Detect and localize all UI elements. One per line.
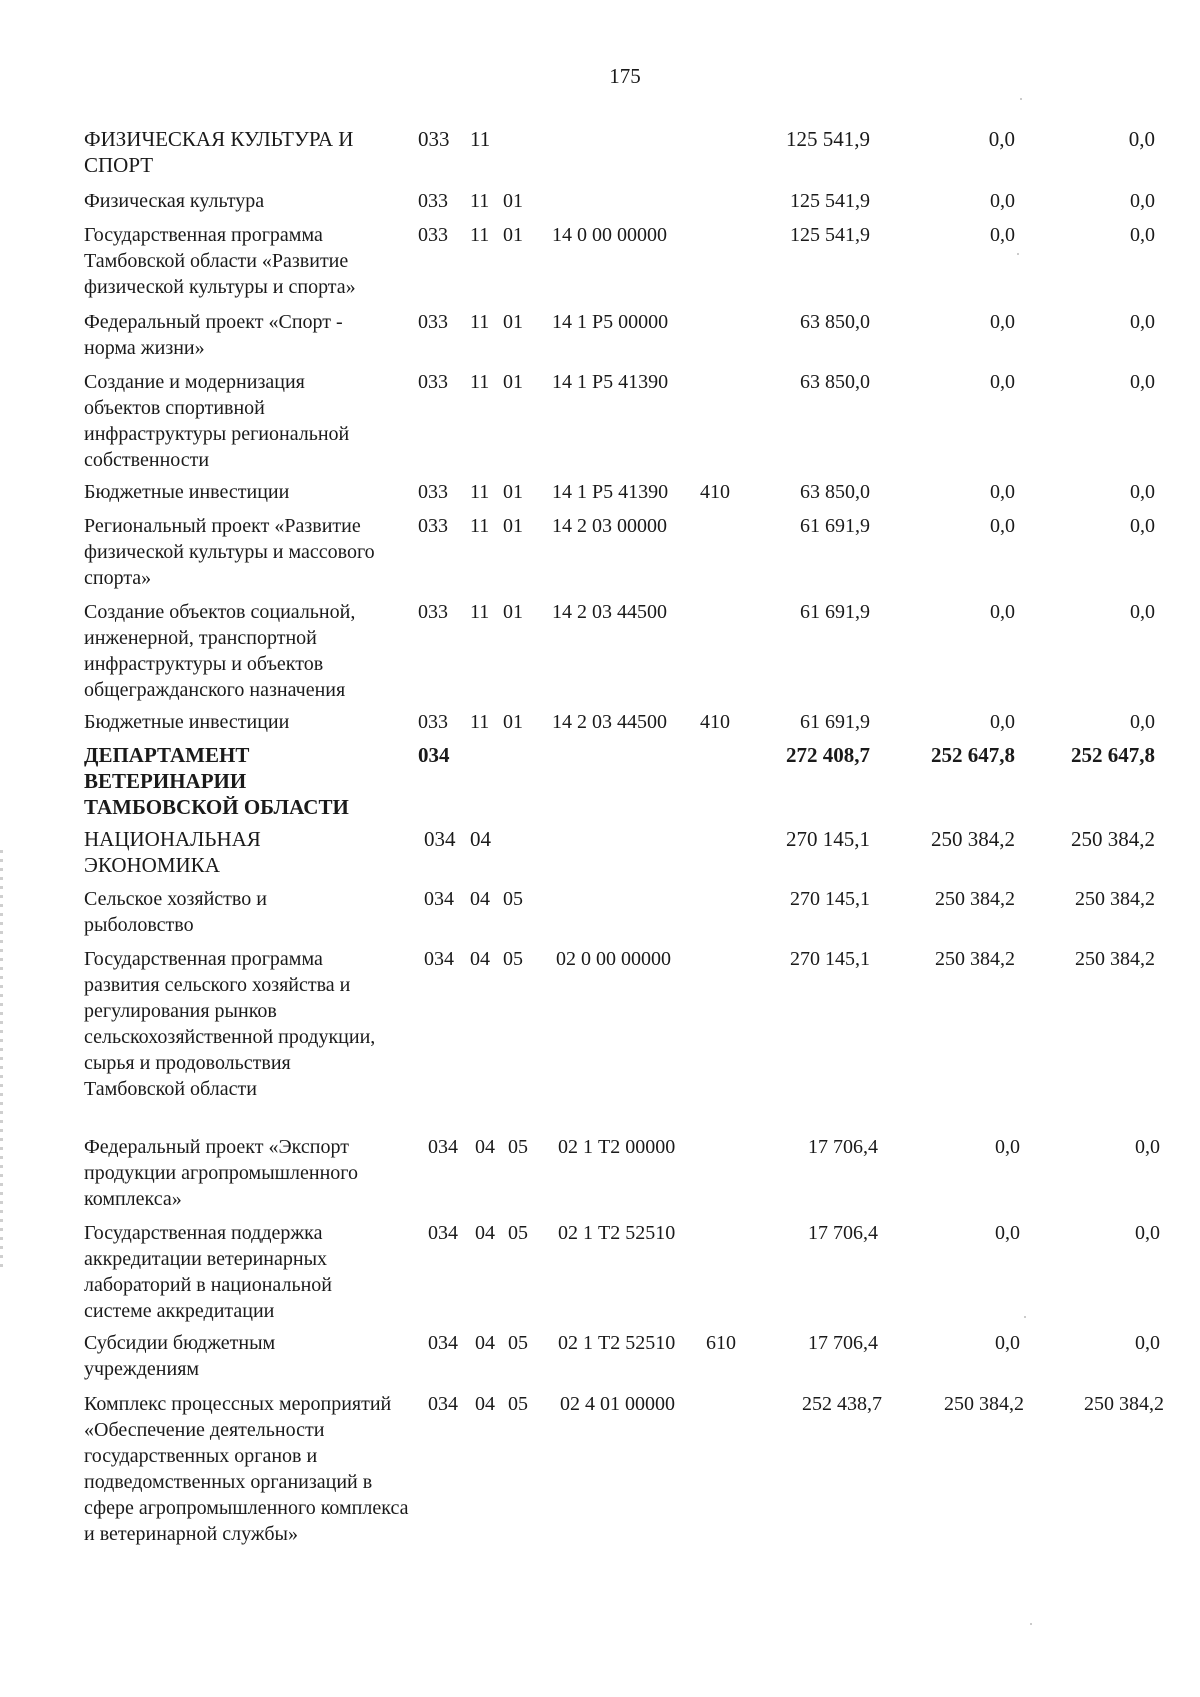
- value-year-3: 0,0: [1130, 601, 1155, 623]
- code-rz: 11: [470, 481, 490, 503]
- value-year-2: 0,0: [990, 711, 1015, 733]
- row-name: Бюджетные инвестиции: [84, 481, 290, 503]
- row-name: Сельское хозяйство и рыболовство: [84, 888, 267, 936]
- value-year-3: 0,0: [1130, 224, 1155, 246]
- code-pr: 05: [508, 1222, 528, 1244]
- row-name: Региональный проект «Развитие физической культуры и массового спорта»: [84, 515, 375, 589]
- target-code: 14 1 Р5 41390: [552, 481, 669, 503]
- value-year-1: 125 541,9: [790, 224, 870, 246]
- value-year-3: 250 384,2: [1084, 1393, 1164, 1415]
- code-rz: 11: [470, 127, 491, 151]
- value-year-3: 0,0: [1130, 311, 1155, 333]
- value-year-2: 0,0: [990, 190, 1015, 212]
- value-year-3: 0,0: [1128, 127, 1155, 151]
- code-gr: 034: [424, 827, 456, 851]
- value-year-3: 0,0: [1135, 1222, 1160, 1244]
- value-year-2: 0,0: [990, 371, 1015, 393]
- code-gr: 034: [428, 1393, 458, 1415]
- code-pr: 01: [503, 481, 523, 503]
- value-year-3: 0,0: [1130, 711, 1155, 733]
- value-year-1: 270 145,1: [790, 948, 870, 970]
- value-year-1: 270 145,1: [786, 827, 870, 851]
- value-year-2: 250 384,2: [931, 827, 1015, 851]
- code-gr: 033: [418, 190, 448, 212]
- value-year-1: 125 541,9: [786, 127, 870, 151]
- code-pr: 01: [503, 190, 523, 212]
- row-name: Создание и модернизация объектов спортивной инфраструктуры региональной собственности: [84, 371, 350, 471]
- code-rz: 04: [475, 1136, 495, 1158]
- value-year-1: 17 706,4: [808, 1222, 878, 1244]
- code-gr: 033: [418, 481, 448, 503]
- code-pr: 01: [503, 515, 523, 537]
- code-rz: 04: [470, 827, 491, 851]
- value-year-2: 0,0: [990, 311, 1015, 333]
- value-year-1: 63 850,0: [800, 311, 870, 333]
- value-year-2: 250 384,2: [935, 948, 1015, 970]
- target-code: 14 0 00 00000: [552, 224, 667, 246]
- row-name: Комплекс процессных мероприятий «Обеспечение деятельности государственных органов и подведомственных организаций в сфере агропромышленного комплекса и ветеринарной службы»: [84, 1393, 409, 1545]
- scan-speck: [1017, 253, 1019, 255]
- page-number: 175: [609, 64, 641, 88]
- row-name: ДЕПАРТАМЕНТ ВЕТЕРИНАРИИ ТАМБОВСКОЙ ОБЛАСТИ: [84, 743, 349, 819]
- code-rz: 11: [470, 711, 490, 733]
- code-pr: 01: [503, 601, 523, 623]
- code-gr: 034: [424, 888, 454, 910]
- value-year-1: 272 408,7: [786, 743, 870, 767]
- row-name: Федеральный проект «Спорт - норма жизни»: [84, 311, 343, 359]
- target-code: 02 4 01 00000: [560, 1393, 675, 1415]
- code-gr: 033: [418, 224, 448, 246]
- code-pr: 05: [503, 888, 523, 910]
- value-year-2: 0,0: [988, 127, 1015, 151]
- value-year-1: 125 541,9: [790, 190, 870, 212]
- target-code: 02 0 00 00000: [556, 948, 671, 970]
- code-gr: 033: [418, 311, 448, 333]
- expense-type: 610: [706, 1332, 736, 1354]
- value-year-1: 63 850,0: [800, 371, 870, 393]
- code-rz: 04: [470, 888, 490, 910]
- value-year-1: 61 691,9: [800, 601, 870, 623]
- row-name: Создание объектов социальной, инженерной, транспортной инфраструктуры и объектов общегражданского назначения: [84, 601, 356, 701]
- value-year-2: 0,0: [995, 1136, 1020, 1158]
- target-code: 02 1 Т2 52510: [558, 1332, 676, 1354]
- value-year-1: 61 691,9: [800, 711, 870, 733]
- code-gr: 034: [428, 1136, 458, 1158]
- code-pr: 05: [503, 948, 523, 970]
- code-gr: 033: [418, 601, 448, 623]
- value-year-3: 252 647,8: [1071, 743, 1155, 767]
- value-year-3: 250 384,2: [1075, 948, 1155, 970]
- expense-type: 410: [700, 711, 730, 733]
- row-name: Субсидии бюджетным учреждениям: [84, 1332, 276, 1380]
- code-gr: 034: [418, 743, 450, 767]
- code-gr: 033: [418, 515, 448, 537]
- value-year-1: 63 850,0: [800, 481, 870, 503]
- code-rz: 11: [470, 190, 490, 212]
- code-gr: 034: [424, 948, 454, 970]
- code-gr: 034: [428, 1332, 458, 1354]
- row-name: Федеральный проект «Экспорт продукции агропромышленного комплекса»: [84, 1136, 358, 1210]
- code-rz: 04: [470, 948, 490, 970]
- value-year-3: 0,0: [1135, 1136, 1160, 1158]
- code-rz: 11: [470, 371, 490, 393]
- code-rz: 04: [475, 1332, 495, 1354]
- target-code: 14 2 03 44500: [552, 601, 667, 623]
- value-year-1: 17 706,4: [808, 1332, 878, 1354]
- code-pr: 05: [508, 1393, 528, 1415]
- code-rz: 04: [475, 1393, 495, 1415]
- target-code: 14 2 03 00000: [552, 515, 667, 537]
- row-name: НАЦИОНАЛЬНАЯ ЭКОНОМИКА: [84, 827, 261, 877]
- value-year-2: 252 647,8: [931, 743, 1015, 767]
- code-pr: 05: [508, 1332, 528, 1354]
- row-name: Государственная программа Тамбовской области «Развитие физической культуры и спорта»: [84, 224, 356, 298]
- row-name: Государственная поддержка аккредитации ветеринарных лабораторий в национальной системе аккредитации: [84, 1222, 332, 1322]
- scan-speck: [1030, 1623, 1032, 1625]
- value-year-3: 0,0: [1130, 371, 1155, 393]
- value-year-1: 252 438,7: [802, 1393, 882, 1415]
- code-rz: 11: [470, 601, 490, 623]
- value-year-3: 0,0: [1130, 190, 1155, 212]
- code-gr: 033: [418, 127, 450, 151]
- value-year-2: 0,0: [990, 481, 1015, 503]
- scan-speck: [1020, 98, 1022, 100]
- value-year-2: 0,0: [990, 601, 1015, 623]
- expense-type: 410: [700, 481, 730, 503]
- value-year-1: 61 691,9: [800, 515, 870, 537]
- code-rz: 11: [470, 311, 490, 333]
- value-year-2: 0,0: [990, 515, 1015, 537]
- code-pr: 01: [503, 224, 523, 246]
- row-name: Государственная программа развития сельского хозяйства и регулирования рынков сельскохозяйственной продукции, сырья и продовольствия Тамбовской области: [84, 948, 376, 1100]
- target-code: 14 2 03 44500: [552, 711, 667, 733]
- scan-speck: [1024, 1316, 1026, 1318]
- value-year-2: 250 384,2: [944, 1393, 1024, 1415]
- value-year-3: 250 384,2: [1075, 888, 1155, 910]
- value-year-3: 250 384,2: [1071, 827, 1155, 851]
- code-pr: 05: [508, 1136, 528, 1158]
- value-year-2: 0,0: [995, 1222, 1020, 1244]
- code-gr: 033: [418, 711, 448, 733]
- value-year-3: 0,0: [1135, 1332, 1160, 1354]
- target-code: 14 1 Р5 41390: [552, 371, 669, 393]
- target-code: 02 1 Т2 00000: [558, 1136, 676, 1158]
- code-gr: 034: [428, 1222, 458, 1244]
- value-year-2: 250 384,2: [935, 888, 1015, 910]
- value-year-2: 0,0: [995, 1332, 1020, 1354]
- value-year-3: 0,0: [1130, 481, 1155, 503]
- code-rz: 04: [475, 1222, 495, 1244]
- value-year-2: 0,0: [990, 224, 1015, 246]
- value-year-3: 0,0: [1130, 515, 1155, 537]
- target-code: 02 1 Т2 52510: [558, 1222, 676, 1244]
- scan-edge-shadow: [0, 850, 3, 1270]
- code-gr: 033: [418, 371, 448, 393]
- code-pr: 01: [503, 711, 523, 733]
- code-pr: 01: [503, 371, 523, 393]
- code-pr: 01: [503, 311, 523, 333]
- code-rz: 11: [470, 515, 490, 537]
- row-name: Бюджетные инвестиции: [84, 711, 290, 733]
- row-name: Физическая культура: [84, 190, 265, 212]
- row-name: ФИЗИЧЕСКАЯ КУЛЬТУРА И СПОРТ: [84, 127, 354, 177]
- target-code: 14 1 Р5 00000: [552, 311, 669, 333]
- value-year-1: 270 145,1: [790, 888, 870, 910]
- code-rz: 11: [470, 224, 490, 246]
- value-year-1: 17 706,4: [808, 1136, 878, 1158]
